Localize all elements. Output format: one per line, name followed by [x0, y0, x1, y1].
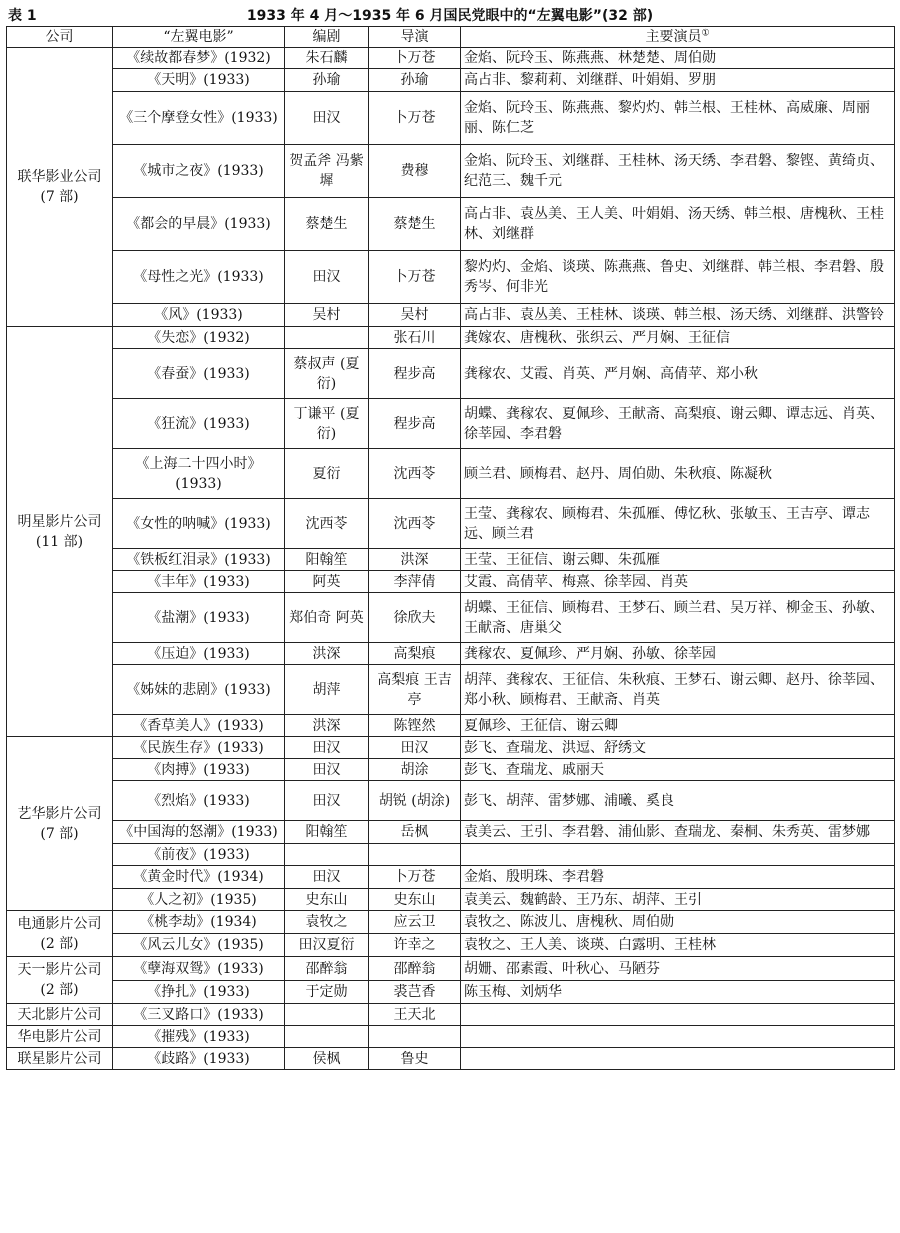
table-row [7, 399, 895, 449]
writer-cell: 田汉 [285, 92, 369, 145]
film-title-cell: 《黄金时代》(1934) [113, 866, 285, 889]
writer-cell: 田汉 [285, 251, 369, 304]
writer-cell: 蔡叔声 (夏衍) [285, 349, 369, 399]
writer-cell: 郑伯奇 阿英 [285, 593, 369, 643]
director-cell: 田汉 [369, 737, 461, 759]
table-row [7, 449, 895, 499]
actors-cell: 陈玉梅、刘炳华 [461, 981, 895, 1004]
film-title-cell: 《桃李劫》(1934) [113, 911, 285, 934]
table-label: 表 1 [8, 8, 37, 24]
table-header-row [7, 27, 895, 48]
actors-cell: 龚稼农、夏佩珍、严月娴、孙敏、徐莘园 [461, 643, 895, 665]
table-row [7, 1048, 895, 1070]
writer-cell: 阳翰笙 [285, 549, 369, 571]
writer-cell: 朱石麟 [285, 48, 369, 69]
writer-cell [285, 844, 369, 866]
director-cell: 岳枫 [369, 821, 461, 844]
actors-cell: 夏佩珍、王征信、谢云卿 [461, 715, 895, 737]
company-cell [7, 48, 113, 327]
writer-cell: 邵醉翁 [285, 957, 369, 981]
film-title-cell: 《盐潮》(1933) [113, 593, 285, 643]
film-title-cell: 《人之初》(1935) [113, 889, 285, 911]
director-cell: 胡涂 [369, 759, 461, 781]
writer-cell: 胡萍 [285, 665, 369, 715]
actors-cell: 胡蝶、王征信、顾梅君、王梦石、顾兰君、吴万祥、柳金玉、孙敏、王献斋、唐巢父 [461, 593, 895, 643]
company-cell [7, 957, 113, 1004]
director-cell: 应云卫 [369, 911, 461, 934]
writer-cell: 阿英 [285, 571, 369, 593]
actors-cell: 艾霞、高倩苹、梅熹、徐莘园、肖英 [461, 571, 895, 593]
header-director: 导演 [369, 27, 461, 48]
actors-cell: 金焰、阮玲玉、陈燕燕、林楚楚、周伯勋 [461, 48, 895, 69]
company-cell [7, 1004, 113, 1026]
table-row [7, 349, 895, 399]
header-actors-label: 主要演员 [645, 29, 702, 45]
actors-cell: 胡姗、邵素霞、叶秋心、马陋芬 [461, 957, 895, 981]
writer-cell: 洪深 [285, 715, 369, 737]
company-name: 联华影业公司 [17, 169, 102, 185]
table-row [7, 981, 895, 1004]
table-row [7, 643, 895, 665]
table-row [7, 781, 895, 821]
table-row [7, 821, 895, 844]
header-film: “左翼电影” [113, 27, 285, 48]
director-cell: 王天北 [369, 1004, 461, 1026]
film-title-cell: 《姊妹的悲剧》(1933) [113, 665, 285, 715]
writer-cell: 孙瑜 [285, 69, 369, 92]
writer-cell: 袁牧之 [285, 911, 369, 934]
table-row [7, 92, 895, 145]
film-title-cell: 《香草美人》(1933) [113, 715, 285, 737]
writer-cell: 贺孟斧 冯紫墀 [285, 145, 369, 198]
writer-cell: 于定勋 [285, 981, 369, 1004]
film-title-cell: 《前夜》(1933) [113, 844, 285, 866]
director-cell: 史东山 [369, 889, 461, 911]
actors-cell: 金焰、阮玲玉、陈燕燕、黎灼灼、韩兰根、王桂林、高威廉、周丽丽、陈仁芝 [461, 92, 895, 145]
company-cell [7, 1026, 113, 1048]
company-film-count: (7 部) [40, 189, 79, 205]
film-title-cell: 《春蚕》(1933) [113, 349, 285, 399]
table-row [7, 759, 895, 781]
director-cell: 孙瑜 [369, 69, 461, 92]
actors-cell: 龚稼农、艾霞、肖英、严月娴、高倩苹、郑小秋 [461, 349, 895, 399]
film-title-cell: 《铁板红泪录》(1933) [113, 549, 285, 571]
company-name: 电通影片公司 [17, 915, 102, 932]
actors-cell: 高占非、袁丛美、王人美、叶娟娟、汤天绣、韩兰根、唐槐秋、王桂林、刘继群 [461, 198, 895, 251]
company-name: 艺华影片公司 [17, 805, 102, 822]
actors-cell [461, 1004, 895, 1026]
film-title-cell: 《歧路》(1933) [113, 1048, 285, 1070]
director-cell: 程步高 [369, 399, 461, 449]
director-cell: 沈西苓 [369, 449, 461, 499]
left-wing-films-table [6, 26, 895, 1070]
writer-cell: 田汉 [285, 759, 369, 781]
director-cell: 胡锐 (胡涂) [369, 781, 461, 821]
director-cell: 卜万苍 [369, 866, 461, 889]
writer-cell: 丁谦平 (夏衍) [285, 399, 369, 449]
film-title-cell: 《挣扎》(1933) [113, 981, 285, 1004]
film-title-cell: 《狂流》(1933) [113, 399, 285, 449]
company-film-count: (2 部) [40, 935, 79, 952]
table-row [7, 304, 895, 327]
writer-cell: 吴村 [285, 304, 369, 327]
director-cell: 卜万苍 [369, 251, 461, 304]
writer-cell: 侯枫 [285, 1048, 369, 1070]
actors-cell: 高占非、袁丛美、王桂林、谈瑛、韩兰根、汤天绣、刘继群、洪警铃 [461, 304, 895, 327]
table-row [7, 198, 895, 251]
table-row [7, 499, 895, 549]
company-name: 联星影片公司 [17, 1050, 102, 1067]
film-title-cell: 《女性的呐喊》(1933) [113, 499, 285, 549]
director-cell: 程步高 [369, 349, 461, 399]
director-cell: 沈西苓 [369, 499, 461, 549]
director-cell [369, 1026, 461, 1048]
table-body [7, 27, 895, 1070]
actors-cell: 龚嫁农、唐槐秋、张织云、严月娴、王征信 [461, 327, 895, 349]
table-row [7, 251, 895, 304]
actors-cell [461, 1048, 895, 1070]
director-cell: 卜万苍 [369, 48, 461, 69]
director-cell: 吴村 [369, 304, 461, 327]
table-row [7, 48, 895, 69]
director-cell: 裘芑香 [369, 981, 461, 1004]
film-title-cell: 《上海二十四小时》 (1933) [113, 449, 285, 499]
film-title-cell: 《中国海的怒潮》(1933) [113, 821, 285, 844]
director-cell: 陈铿然 [369, 715, 461, 737]
writer-cell: 蔡楚生 [285, 198, 369, 251]
actors-cell: 袁牧之、陈波儿、唐槐秋、周伯勋 [461, 911, 895, 934]
film-title-cell: 《三叉路口》(1933) [113, 1004, 285, 1026]
writer-cell: 田汉 [285, 781, 369, 821]
director-cell: 徐欣夫 [369, 593, 461, 643]
company-name: 华电影片公司 [17, 1028, 102, 1045]
film-title-cell: 《母性之光》(1933) [113, 251, 285, 304]
writer-cell [285, 327, 369, 349]
film-title-cell: 《孽海双鸳》(1933) [113, 957, 285, 981]
table-row [7, 593, 895, 643]
actors-cell: 彭飞、查瑞龙、戚丽天 [461, 759, 895, 781]
film-title-cell: 《天明》(1933) [113, 69, 285, 92]
director-cell: 卜万苍 [369, 92, 461, 145]
director-cell: 高梨痕 王吉亭 [369, 665, 461, 715]
film-title-cell: 《失恋》(1932) [113, 327, 285, 349]
table-row [7, 911, 895, 934]
film-title-cell: 《肉搏》(1933) [113, 759, 285, 781]
actors-cell: 黎灼灼、金焰、谈瑛、陈燕燕、鲁史、刘继群、韩兰根、李君磐、殷秀岑、何非光 [461, 251, 895, 304]
table-row [7, 957, 895, 981]
actors-cell: 彭飞、胡萍、雷梦娜、浦曦、奚良 [461, 781, 895, 821]
actors-cell [461, 1026, 895, 1048]
company-film-count: (7 部) [40, 825, 79, 842]
film-title-cell: 《民族生存》(1933) [113, 737, 285, 759]
writer-cell: 夏衍 [285, 449, 369, 499]
table-row [7, 715, 895, 737]
header-company: 公司 [7, 27, 113, 48]
actors-cell: 顾兰君、顾梅君、赵丹、周伯勋、朱秋痕、陈凝秋 [461, 449, 895, 499]
company-name: 天一影片公司 [17, 962, 102, 978]
company-name: 明星影片公司 [17, 513, 102, 530]
table-row [7, 1026, 895, 1048]
film-title-cell: 《都会的早晨》(1933) [113, 198, 285, 251]
writer-cell: 沈西苓 [285, 499, 369, 549]
table-row [7, 934, 895, 957]
writer-cell: 田汉夏衍 [285, 934, 369, 957]
director-cell [369, 844, 461, 866]
header-actors [461, 27, 895, 48]
actors-cell: 袁牧之、王人美、谈瑛、白露明、王桂林 [461, 934, 895, 957]
film-title-cell: 《风》(1933) [113, 304, 285, 327]
actors-cell: 金焰、殷明珠、李君磐 [461, 866, 895, 889]
table-row [7, 665, 895, 715]
director-cell: 许幸之 [369, 934, 461, 957]
film-title-cell: 《城市之夜》(1933) [113, 145, 285, 198]
director-cell: 费穆 [369, 145, 461, 198]
table-title: 1933 年 4 月～1935 年 6 月国民党眼中的“左翼电影”(32 部) [246, 8, 654, 24]
director-cell: 洪深 [369, 549, 461, 571]
table-row [7, 145, 895, 198]
table-row [7, 866, 895, 889]
director-cell: 李萍倩 [369, 571, 461, 593]
actors-cell: 高占非、黎莉莉、刘继群、叶娟娟、罗朋 [461, 69, 895, 92]
company-film-count: (11 部) [35, 533, 84, 550]
actors-cell: 袁美云、王引、李君磐、浦仙影、查瑞龙、秦桐、朱秀英、雷梦娜 [461, 821, 895, 844]
actors-cell: 胡蝶、龚稼农、夏佩珍、王献斋、高梨痕、谢云卿、谭志远、肖英、徐莘园、李君磐 [461, 399, 895, 449]
actors-cell [461, 844, 895, 866]
company-name: 天北影片公司 [17, 1006, 102, 1023]
actors-cell: 彭飞、查瑞龙、洪逗、舒绣文 [461, 737, 895, 759]
company-film-count: (2 部) [40, 982, 79, 998]
writer-cell: 田汉 [285, 737, 369, 759]
table-row [7, 844, 895, 866]
film-title-cell: 《三个摩登女性》(1933) [113, 92, 285, 145]
film-title-cell: 《摧残》(1933) [113, 1026, 285, 1048]
writer-cell: 田汉 [285, 866, 369, 889]
table-row [7, 571, 895, 593]
director-cell: 蔡楚生 [369, 198, 461, 251]
writer-cell: 阳翰笙 [285, 821, 369, 844]
director-cell: 张石川 [369, 327, 461, 349]
table-row [7, 549, 895, 571]
film-title-cell: 《压迫》(1933) [113, 643, 285, 665]
company-cell [7, 1048, 113, 1070]
table-row [7, 1004, 895, 1026]
table-header [8, 2, 892, 26]
company-cell [7, 737, 113, 911]
writer-cell [285, 1004, 369, 1026]
writer-cell [285, 1026, 369, 1048]
director-cell: 邵醉翁 [369, 957, 461, 981]
company-cell [7, 327, 113, 737]
director-cell: 鲁史 [369, 1048, 461, 1070]
actors-cell: 胡萍、龚稼农、王征信、朱秋痕、王梦石、谢云卿、赵丹、徐莘园、郑小秋、顾梅君、王献斋、肖英 [461, 665, 895, 715]
actors-cell: 王莹、王征信、谢云卿、朱孤雁 [461, 549, 895, 571]
company-cell [7, 911, 113, 957]
writer-cell: 史东山 [285, 889, 369, 911]
film-title-cell: 《丰年》(1933) [113, 571, 285, 593]
header-writer: 编剧 [285, 27, 369, 48]
actors-cell: 王莹、龚稼农、顾梅君、朱孤雁、傅忆秋、张敏玉、王吉亭、谭志远、顾兰君 [461, 499, 895, 549]
table-row [7, 737, 895, 759]
footnote-marker: ① [701, 28, 710, 39]
director-cell: 高梨痕 [369, 643, 461, 665]
table-row [7, 889, 895, 911]
actors-cell: 金焰、阮玲玉、刘继群、王桂林、汤天绣、李君磐、黎铿、黄绮贞、纪范三、魏千元 [461, 145, 895, 198]
table-row [7, 327, 895, 349]
writer-cell: 洪深 [285, 643, 369, 665]
table-row [7, 69, 895, 92]
actors-cell: 袁美云、魏鹤龄、王乃东、胡萍、王引 [461, 889, 895, 911]
film-title-cell: 《烈焰》(1933) [113, 781, 285, 821]
film-title-cell: 《续故都春梦》(1932) [113, 48, 285, 69]
film-title-cell: 《风云儿女》(1935) [113, 934, 285, 957]
